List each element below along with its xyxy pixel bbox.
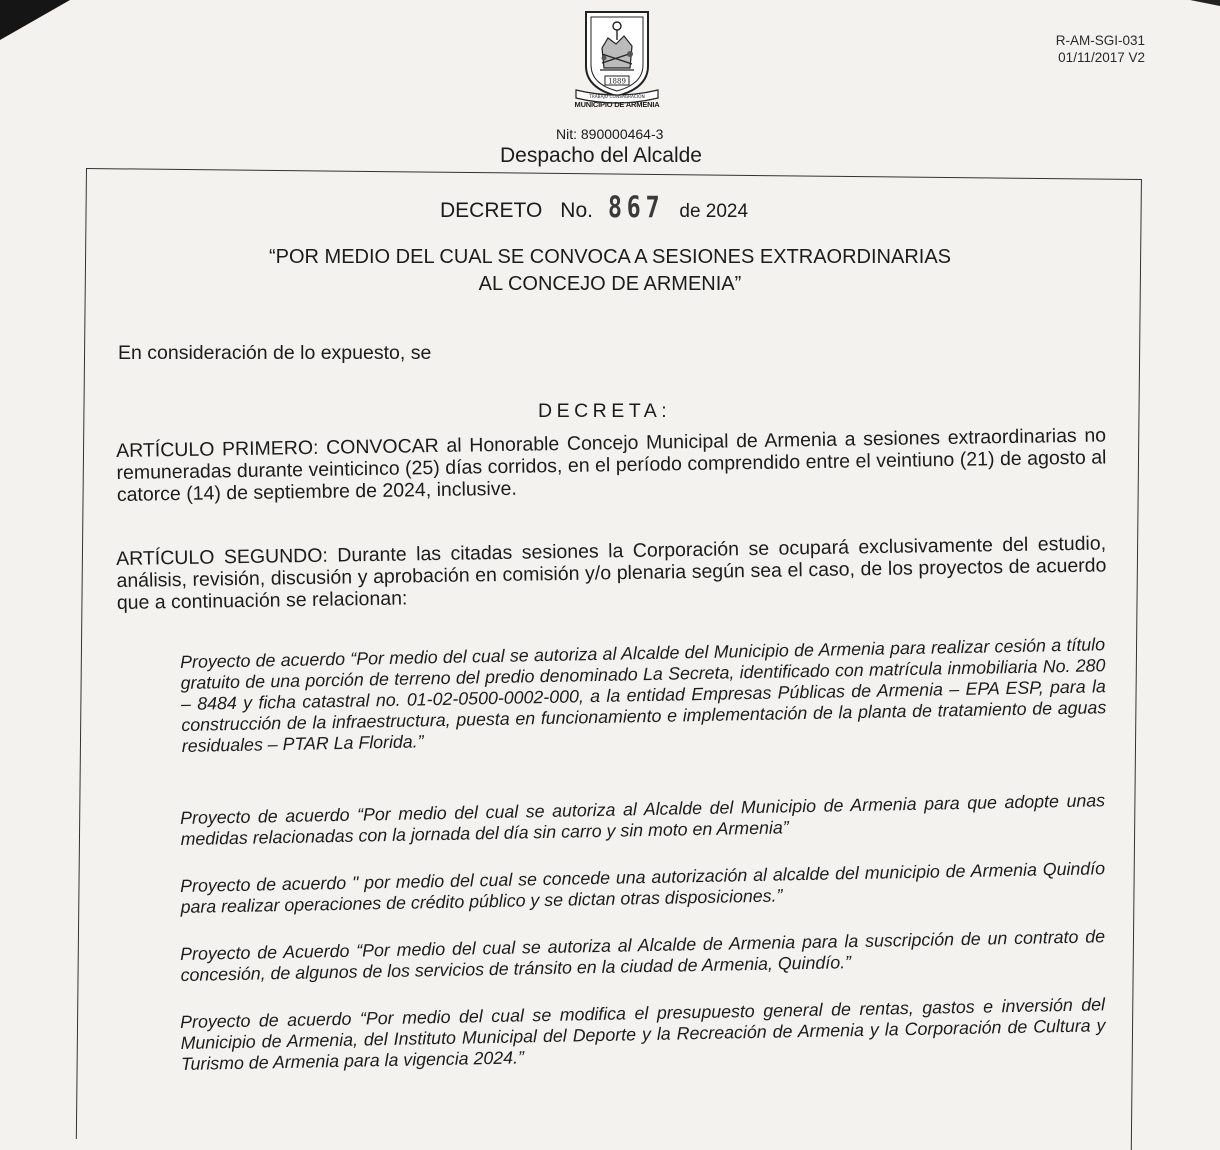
- project-item: Proyecto de acuerdo “Por medio del cual se modifica el presupuesto general de rentas, gastos e inversión del Municipio de Armenia, del Instituto Municipal del Deporte y la Recreación de Armenia y la Corporación de Cultura y Turismo de Armenia para la vigencia 2024.”: [180, 994, 1106, 1074]
- decree-title: [440, 190, 748, 224]
- consideration-text: En consideración de lo expuesto, se: [118, 342, 432, 364]
- page-corner-fold: [0, 0, 70, 40]
- article-primero: ARTÍCULO PRIMERO: CONVOCAR al Honorable Concejo Municipal de Armenia a sesiones extraordinarias no remuneradas durante veinticinco (25) días corridos, en el período comprendido entre el veintiuno (21) de agosto al catorce (14) de septiembre de 2024, inclusive.: [116, 424, 1107, 506]
- page-corner-shadow: [1190, 0, 1220, 6]
- office-heading: Despacho del Alcalde: [500, 144, 702, 167]
- svg-text:1889: 1889: [608, 77, 626, 86]
- project-item: Proyecto de acuerdo “Por medio del cual se autoriza al Alcalde del Municipio de Armenia para realizar cesión a título gratuito de una porción de terreno del predio denominado La Secreta, identificado con matrícula inmobiliaria No. 280 – 8484 y ficha catastral no. 01-02-0500-0002-000, a la entidad Empresas Públicas de Armenia – EPA ESP, para la construcción de la infraestructura, puesta en funcionamiento e implementación de la planta de tratamiento de aguas residuales – PTAR La Florida.”: [180, 634, 1107, 756]
- decree-label: DECRETO: [440, 199, 543, 222]
- article-segundo: ARTÍCULO SEGUNDO: Durante las citadas sesiones la Corporación se ocupará exclusivamente del estudio, análisis, revisión, discusión y aprobación en comisión y/o plenaria según sea el caso, de los proyectos de acuerdo que a continuación se relacionan:: [116, 532, 1107, 614]
- subject-line-1: “POR MEDIO DEL CUAL SE CONVOCA A SESIONES EXTRAORDINARIAS: [268, 246, 951, 268]
- crest-shield-icon: [572, 8, 662, 104]
- form-code-block: [1000, 32, 1145, 66]
- decree-year: de 2024: [679, 201, 749, 222]
- svg-text:TRABAJO CONSAGRACIÓN: TRABAJO CONSAGRACIÓN: [589, 95, 645, 100]
- decree-subject: [150, 244, 1070, 298]
- municipal-crest-logo: [572, 8, 662, 109]
- nit-number: Nit: 890000464-3: [556, 126, 664, 142]
- subject-line-2: AL CONCEJO DE ARMENIA”: [478, 273, 742, 295]
- project-item: Proyecto de Acuerdo “Por medio del cual se autoriza al Alcalde de Armenia para la suscripción de un contrato de concesión, de algunos de los servicios de tránsito en la ciudad de Armenia, Quindío.”: [180, 926, 1106, 985]
- decree-number-stamp: 867: [608, 190, 665, 224]
- form-version: 01/11/2017 V2: [1058, 50, 1145, 65]
- form-code: R-AM-SGI-031: [1055, 33, 1145, 48]
- decreta-heading: DECRETA:: [538, 400, 672, 422]
- project-item: Proyecto de acuerdo " por medio del cual se concede una autorización al alcalde del municipio de Armenia Quindío para realizar operaciones de crédito público y se dictan otras disposiciones.”: [180, 858, 1106, 917]
- decree-no-label: No.: [560, 199, 593, 222]
- project-item: Proyecto de acuerdo “Por medio del cual se autoriza al Alcalde del Municipio de Armenia para que adopte unas medidas relacionadas con la jornada del día sin carro y sin moto en Armenia”: [180, 790, 1106, 849]
- municipality-name: MUNICIPIO DE ARMENIA: [574, 100, 660, 109]
